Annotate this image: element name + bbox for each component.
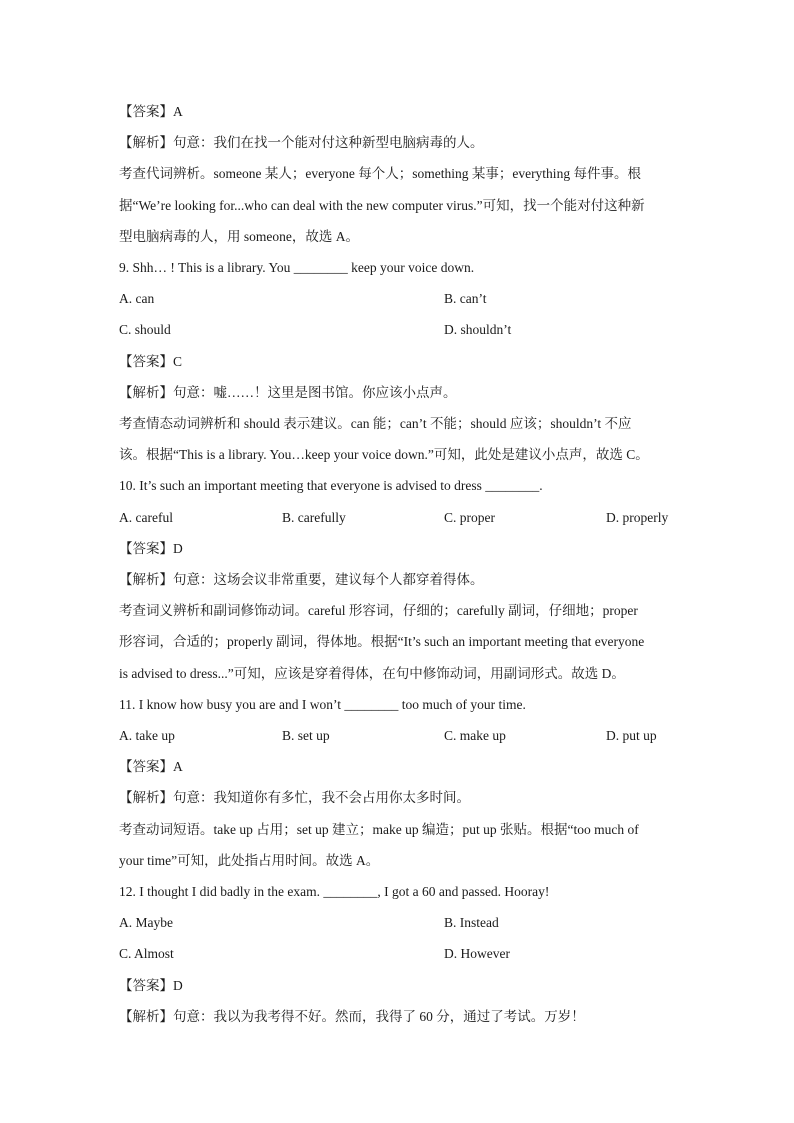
answer-line: 【答案】D bbox=[119, 978, 183, 993]
text-line: 11. I know how busy you are and I won’t ________ too much of your time. bbox=[119, 697, 526, 712]
option-item: D. shouldn’t bbox=[444, 322, 512, 337]
text-line: your time”可知，此处指占用时间。故选 A。 bbox=[119, 853, 380, 868]
text-line: 型电脑病毒的人，用 someone，故选 A。 bbox=[119, 229, 359, 244]
text-line: 考查代词辨析。someone 某人；everyone 每个人；something 某事；everything 每件事。根 bbox=[119, 166, 641, 181]
answer-line: 【答案】A bbox=[119, 759, 183, 774]
option-item: B. carefully bbox=[282, 510, 346, 525]
text-line: 形容词，合适的；properly 副词，得体地。根据“It’s such an important meeting that everyone bbox=[119, 634, 645, 649]
answer-line: 【解析】句意：我以为我考得不好。然而，我得了 60 分，通过了考试。万岁！ bbox=[119, 1009, 585, 1024]
option-item: C. should bbox=[119, 322, 171, 337]
text-line: 12. I thought I did badly in the exam. ________, I got a 60 and passed. Hooray! bbox=[119, 884, 550, 899]
option-item: A. can bbox=[119, 291, 155, 306]
answer-line: 【答案】C bbox=[119, 354, 183, 369]
option-item: A. careful bbox=[119, 510, 173, 525]
option-item: D. However bbox=[444, 946, 510, 961]
text-line: is advised to dress...”可知，应该是穿着得体，在句中修饰动词，用副词形式。故选 D。 bbox=[119, 666, 625, 681]
answer-line: 【解析】句意：这场会议非常重要，建议每个人都穿着得体。 bbox=[119, 572, 484, 587]
option-item: B. Instead bbox=[444, 915, 499, 930]
option-item: D. put up bbox=[606, 728, 657, 743]
text-line: 9. Shh… ! This is a library. You ________ keep your voice down. bbox=[119, 260, 475, 275]
answer-line: 【答案】A bbox=[119, 104, 183, 119]
option-item: C. Almost bbox=[119, 946, 174, 961]
text-line: 据“We’re looking for...who can deal with the new computer virus.”可知，找一个能对付这种新 bbox=[119, 198, 645, 213]
option-item: B. can’t bbox=[444, 291, 487, 306]
option-item: A. Maybe bbox=[119, 915, 173, 930]
option-item: B. set up bbox=[282, 728, 330, 743]
text-line: 考查词义辨析和副词修饰动词。careful 形容词，仔细的；carefully 副词，仔细地；proper bbox=[119, 603, 638, 618]
option-item: C. proper bbox=[444, 510, 495, 525]
answer-line: 【解析】句意：我们在找一个能对付这种新型电脑病毒的人。 bbox=[119, 135, 484, 150]
text-line: 考查情态动词辨析和 should 表示建议。can 能；can’t 不能；should 应该；shouldn’t 不应 bbox=[119, 416, 632, 431]
option-item: C. make up bbox=[444, 728, 506, 743]
text-line: 该。根据“This is a library. You…keep your voice down.”可知，此处是建议小点声，故选 C。 bbox=[119, 447, 649, 462]
text-line: 考查动词短语。take up 占用；set up 建立；make up 编造；put up 张贴。根据“too much of bbox=[119, 822, 639, 837]
option-item: D. properly bbox=[606, 510, 669, 525]
option-item: A. take up bbox=[119, 728, 175, 743]
answer-line: 【解析】句意：我知道你有多忙，我不会占用你太多时间。 bbox=[119, 790, 470, 805]
answer-line: 【解析】句意：嘘……！这里是图书馆。你应该小点声。 bbox=[119, 385, 457, 400]
text-line: 10. It’s such an important meeting that everyone is advised to dress ________. bbox=[119, 478, 543, 493]
answer-line: 【答案】D bbox=[119, 541, 183, 556]
